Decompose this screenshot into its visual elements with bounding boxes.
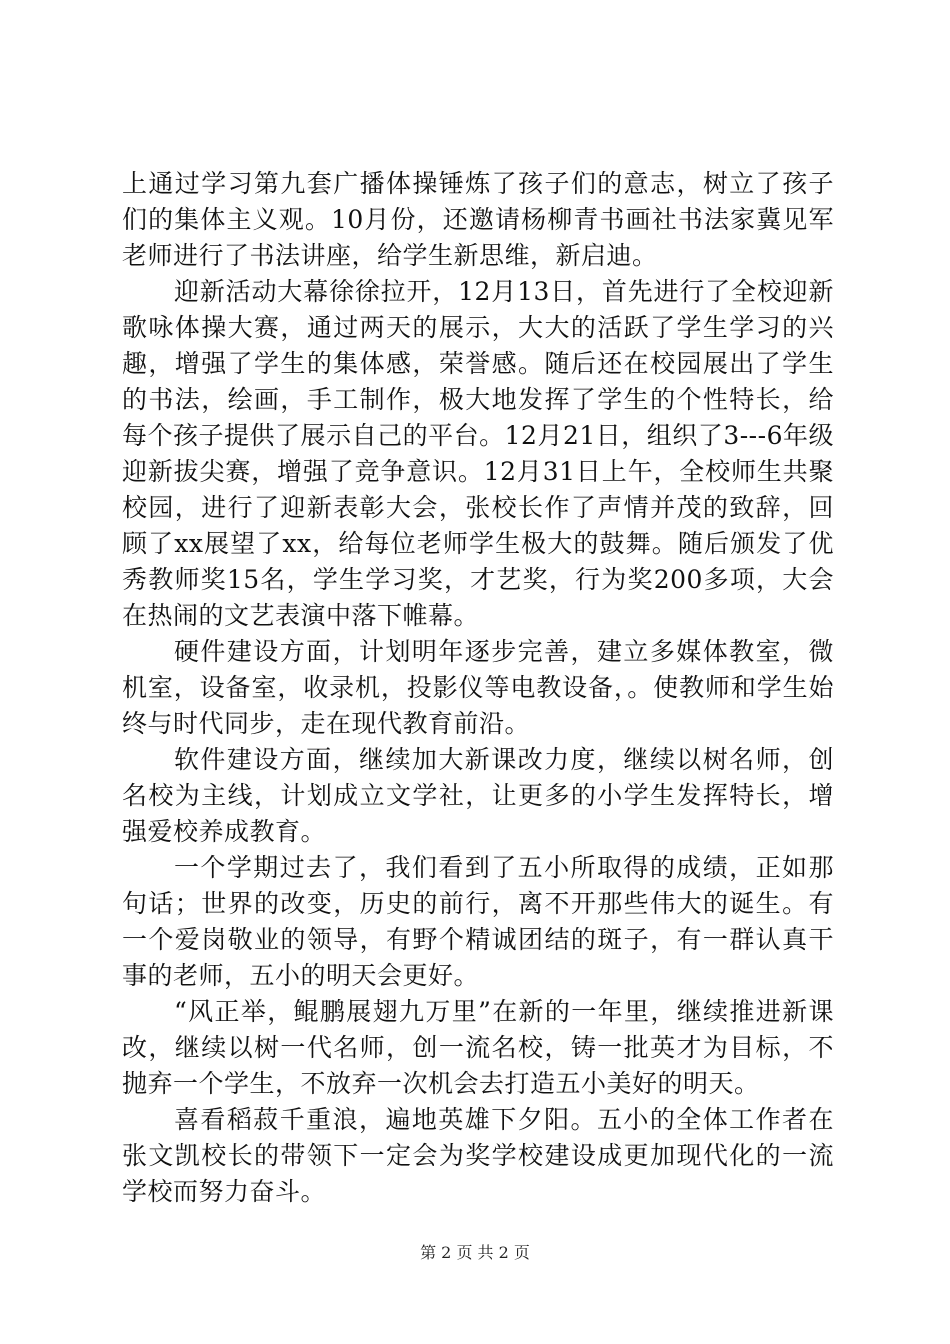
paragraph-2: 迎新活动大幕徐徐拉开，12月13日，首先进行了全校迎新歌咏体操大赛，通过两天的展示，大大的活跃了学生学习的兴趣，增强了学生的集体感，荣誉感。随后还在校园展出了学生的书法，绘画，手工制作，极大地发挥了学生的个性特长，给每个孩子提供了展示自己的平台。12月21日，组织了3---6年级迎新拔尖赛，增强了竞争意识。12月31日上午，全校师生共聚校园，进行了迎新表彰大会，张校长作了声情并茂的致辞，回顾了xx展望了xx，给每位老师学生极大的鼓舞。随后颁发了优秀教师奖15名，学生学习奖，才艺奖，行为奖200多项，大会在热闹的文艺表演中落下帷幕。	[122, 277, 834, 630]
page-number-footer: 第 2 页 共 2 页	[420, 1243, 530, 1262]
paragraph-7: 喜看稻菽千重浪，遍地英雄下夕阳。五小的全体工作者在张文凯校长的带领下一定会为奖学校建设成更加现代化的一流学校而努力奋斗。	[122, 1105, 834, 1206]
paragraph-4: 软件建设方面，继续加大新课改力度，继续以树名师，创名校为主线，计划成立文学社，让更多的小学生发挥特长，增强爱校养成教育。	[122, 745, 834, 846]
paragraph-6: “风正举，鲲鹏展翅九万里”在新的一年里，继续推进新课改，继续以树一代名师，创一流名校，铸一批英才为目标，不抛弃一个学生，不放弃一次机会去打造五小美好的明天。	[122, 997, 834, 1098]
paragraph-3: 硬件建设方面，计划明年逐步完善，建立多媒体教室，微机室，设备室，收录机，投影仪等电教设备，。使教师和学生始终与时代同步，走在现代教育前沿。	[122, 637, 834, 738]
paragraph-5: 一个学期过去了，我们看到了五小所取得的成绩，正如那句话；世界的改变，历史的前行，离不开那些伟大的诞生。有一个爱岗敬业的领导，有野个精诚团结的斑子，有一群认真干事的老师，五小的明天会更好。	[122, 853, 834, 990]
document-body	[122, 166, 834, 1210]
paragraph-1: 上通过学习第九套广播体操锤炼了孩子们的意志，树立了孩子们的集体主义观。10月份，还邀请杨柳青书画社书法家冀见军老师进行了书法讲座，给学生新思维，新启迪。	[122, 169, 834, 270]
